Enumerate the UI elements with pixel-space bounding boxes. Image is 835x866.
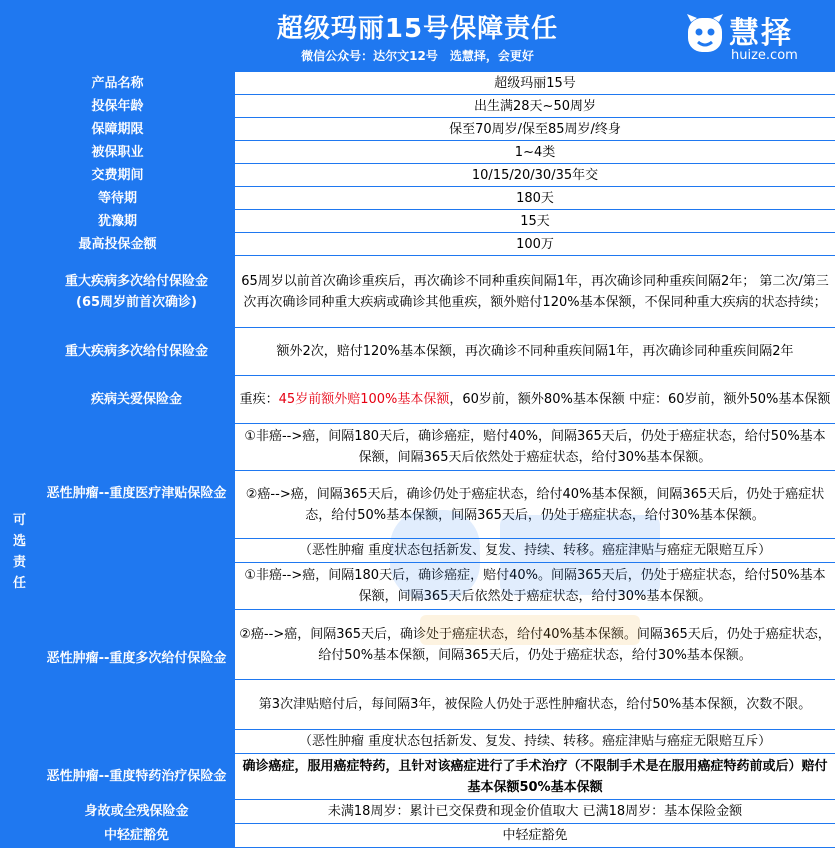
row-label-multi-65 bbox=[39, 256, 235, 328]
row-label: 产品名称 bbox=[1, 72, 235, 95]
huize-logo bbox=[685, 8, 825, 66]
table-row bbox=[1, 424, 835, 471]
table-row bbox=[1, 72, 835, 95]
table-row bbox=[1, 563, 835, 610]
row-label-cancer-multi: 恶性肿瘤--重度多次给付保险金 bbox=[39, 563, 235, 754]
cancer-multi-note: （恶性肿瘤 重度状态包括新发、复发、持续、转移。癌症津贴与癌症无限赔互斥） bbox=[235, 730, 835, 754]
row-label-cancer-med: 恶性肿瘤--重度医疗津贴保险金 bbox=[39, 424, 235, 563]
coverage-table bbox=[0, 71, 835, 848]
care-prefix: 重疾： bbox=[239, 392, 279, 407]
row-label: 投保年龄 bbox=[1, 95, 235, 118]
table-row bbox=[1, 164, 835, 187]
row-value: 1~4类 bbox=[235, 141, 835, 164]
row-label: 犹豫期 bbox=[1, 210, 235, 233]
row-value-multi: 额外2次，赔付120%基本保额，再次确诊不同种重疾间隔1年，再次确诊同种重疾间隔2年 bbox=[235, 328, 835, 376]
header-banner bbox=[0, 0, 835, 71]
table-row bbox=[1, 376, 835, 424]
side-char: 任 bbox=[12, 575, 26, 591]
row-value: 100万 bbox=[235, 233, 835, 256]
page-title: 超级玛丽15号保障责任 bbox=[276, 14, 559, 44]
table-row bbox=[1, 141, 835, 164]
row-value-death: 未满18周岁：累计已交保费和现金价值取大 已满18周岁：基本保险金额 bbox=[235, 800, 835, 824]
row-value-cancer-drug: 确诊癌症，服用癌症特药，且针对该癌症进行了手术治疗（不限制手术是在服用癌症特药前或后）赔付基本保额50%基本保额 bbox=[235, 754, 835, 800]
table-row bbox=[1, 800, 835, 824]
page-subtitle: 微信公众号：达尔文12号 选慧择，会更好 bbox=[301, 49, 534, 63]
row-value: 超级玛丽15号 bbox=[235, 72, 835, 95]
table-row bbox=[1, 233, 835, 256]
optional-side-label bbox=[1, 256, 39, 848]
row-label: 等待期 bbox=[1, 187, 235, 210]
cancer-multi-item: ①非癌-->癌，间隔180天后，确诊癌症，赔付40%。间隔365天后，仍处于癌症状态，给付50%基本保额，间隔365天后依然处于癌症状态，给付30%基本保额。 bbox=[235, 563, 835, 610]
mascot-icon bbox=[685, 12, 725, 54]
table-row bbox=[1, 824, 835, 848]
row-label: 被保职业 bbox=[1, 141, 235, 164]
side-char: 选 bbox=[12, 533, 26, 549]
cancer-multi-item: 第3次津贴赔付后，每间隔3年，被保险人仍处于恶性肿瘤状态，给付50%基本保额，次数不限。 bbox=[235, 680, 835, 730]
row-value: 10/15/20/30/35年交 bbox=[235, 164, 835, 187]
row-label: 保障期限 bbox=[1, 118, 235, 141]
table-row bbox=[1, 187, 835, 210]
row-label-death: 身故或全残保险金 bbox=[39, 800, 235, 824]
cancer-med-item: ①非癌-->癌，间隔180天后，确诊癌症，赔付40%，间隔365天后，仍处于癌症状态，给付50%基本保额，间隔365天后依然处于癌症状态，给付30%基本保额。 bbox=[235, 424, 835, 471]
care-highlight: 45岁前额外赔100%基本保额 bbox=[278, 392, 450, 407]
row-label: 最高投保金额 bbox=[1, 233, 235, 256]
row-value: 出生满28天~50周岁 bbox=[235, 95, 835, 118]
row-value: 保至70周岁/保至85周岁/终身 bbox=[235, 118, 835, 141]
cancer-med-item: ②癌-->癌，间隔365天后，确诊仍处于癌症状态，给付40%基本保额，间隔365天后，仍处于癌症状态，给付50%基本保额，间隔365天后，仍处于癌症状态，给付30%基本保额。 bbox=[235, 471, 835, 539]
cancer-multi-item: ②癌-->癌，间隔365天后，确诊处于癌症状态，给付40%基本保额。间隔365天后，仍处于癌症状态，给付50%基本保额，间隔365天后，仍处于癌症状态，给付30%基本保额。 bbox=[235, 610, 835, 680]
row-value-multi-65: 65周岁以前首次确诊重疾后，再次确诊不同种重疾间隔1年，再次确诊同种重疾间隔2年； 第二次/第三次再次确诊同种重大疾病或确诊其他重疾，额外赔付120%基本保额，不保同种重大疾病的状态持续； bbox=[235, 256, 835, 328]
logo-text: 慧择 bbox=[729, 16, 793, 51]
row-value: 15天 bbox=[235, 210, 835, 233]
row-value-care bbox=[235, 376, 835, 424]
label-line: (65周岁前首次确诊) bbox=[76, 294, 197, 310]
table-row bbox=[1, 328, 835, 376]
table-row bbox=[1, 95, 835, 118]
cancer-med-note: （恶性肿瘤 重度状态包括新发、复发、持续、转移。癌症津贴与癌症无限赔互斥） bbox=[235, 539, 835, 563]
row-label-care: 疾病关爱保险金 bbox=[39, 376, 235, 424]
row-label-waiver: 中轻症豁免 bbox=[39, 824, 235, 848]
row-value: 180天 bbox=[235, 187, 835, 210]
table-row bbox=[1, 118, 835, 141]
table-row bbox=[1, 256, 835, 328]
care-rest: ，60岁前，额外80%基本保额 中症：60岁前，额外50%基本保额 bbox=[449, 392, 831, 407]
logo-url: huize.com bbox=[731, 48, 798, 63]
side-char: 可 bbox=[12, 512, 26, 528]
row-value-waiver: 中轻症豁免 bbox=[235, 824, 835, 848]
label-line: 重大疾病多次给付保险金 bbox=[65, 273, 209, 289]
table-row bbox=[1, 754, 835, 800]
table-row bbox=[1, 210, 835, 233]
side-char: 责 bbox=[12, 554, 26, 570]
row-label: 交费期间 bbox=[1, 164, 235, 187]
row-label-multi: 重大疾病多次给付保险金 bbox=[39, 328, 235, 376]
row-label-cancer-drug: 恶性肿瘤--重度特药治疗保险金 bbox=[39, 754, 235, 800]
